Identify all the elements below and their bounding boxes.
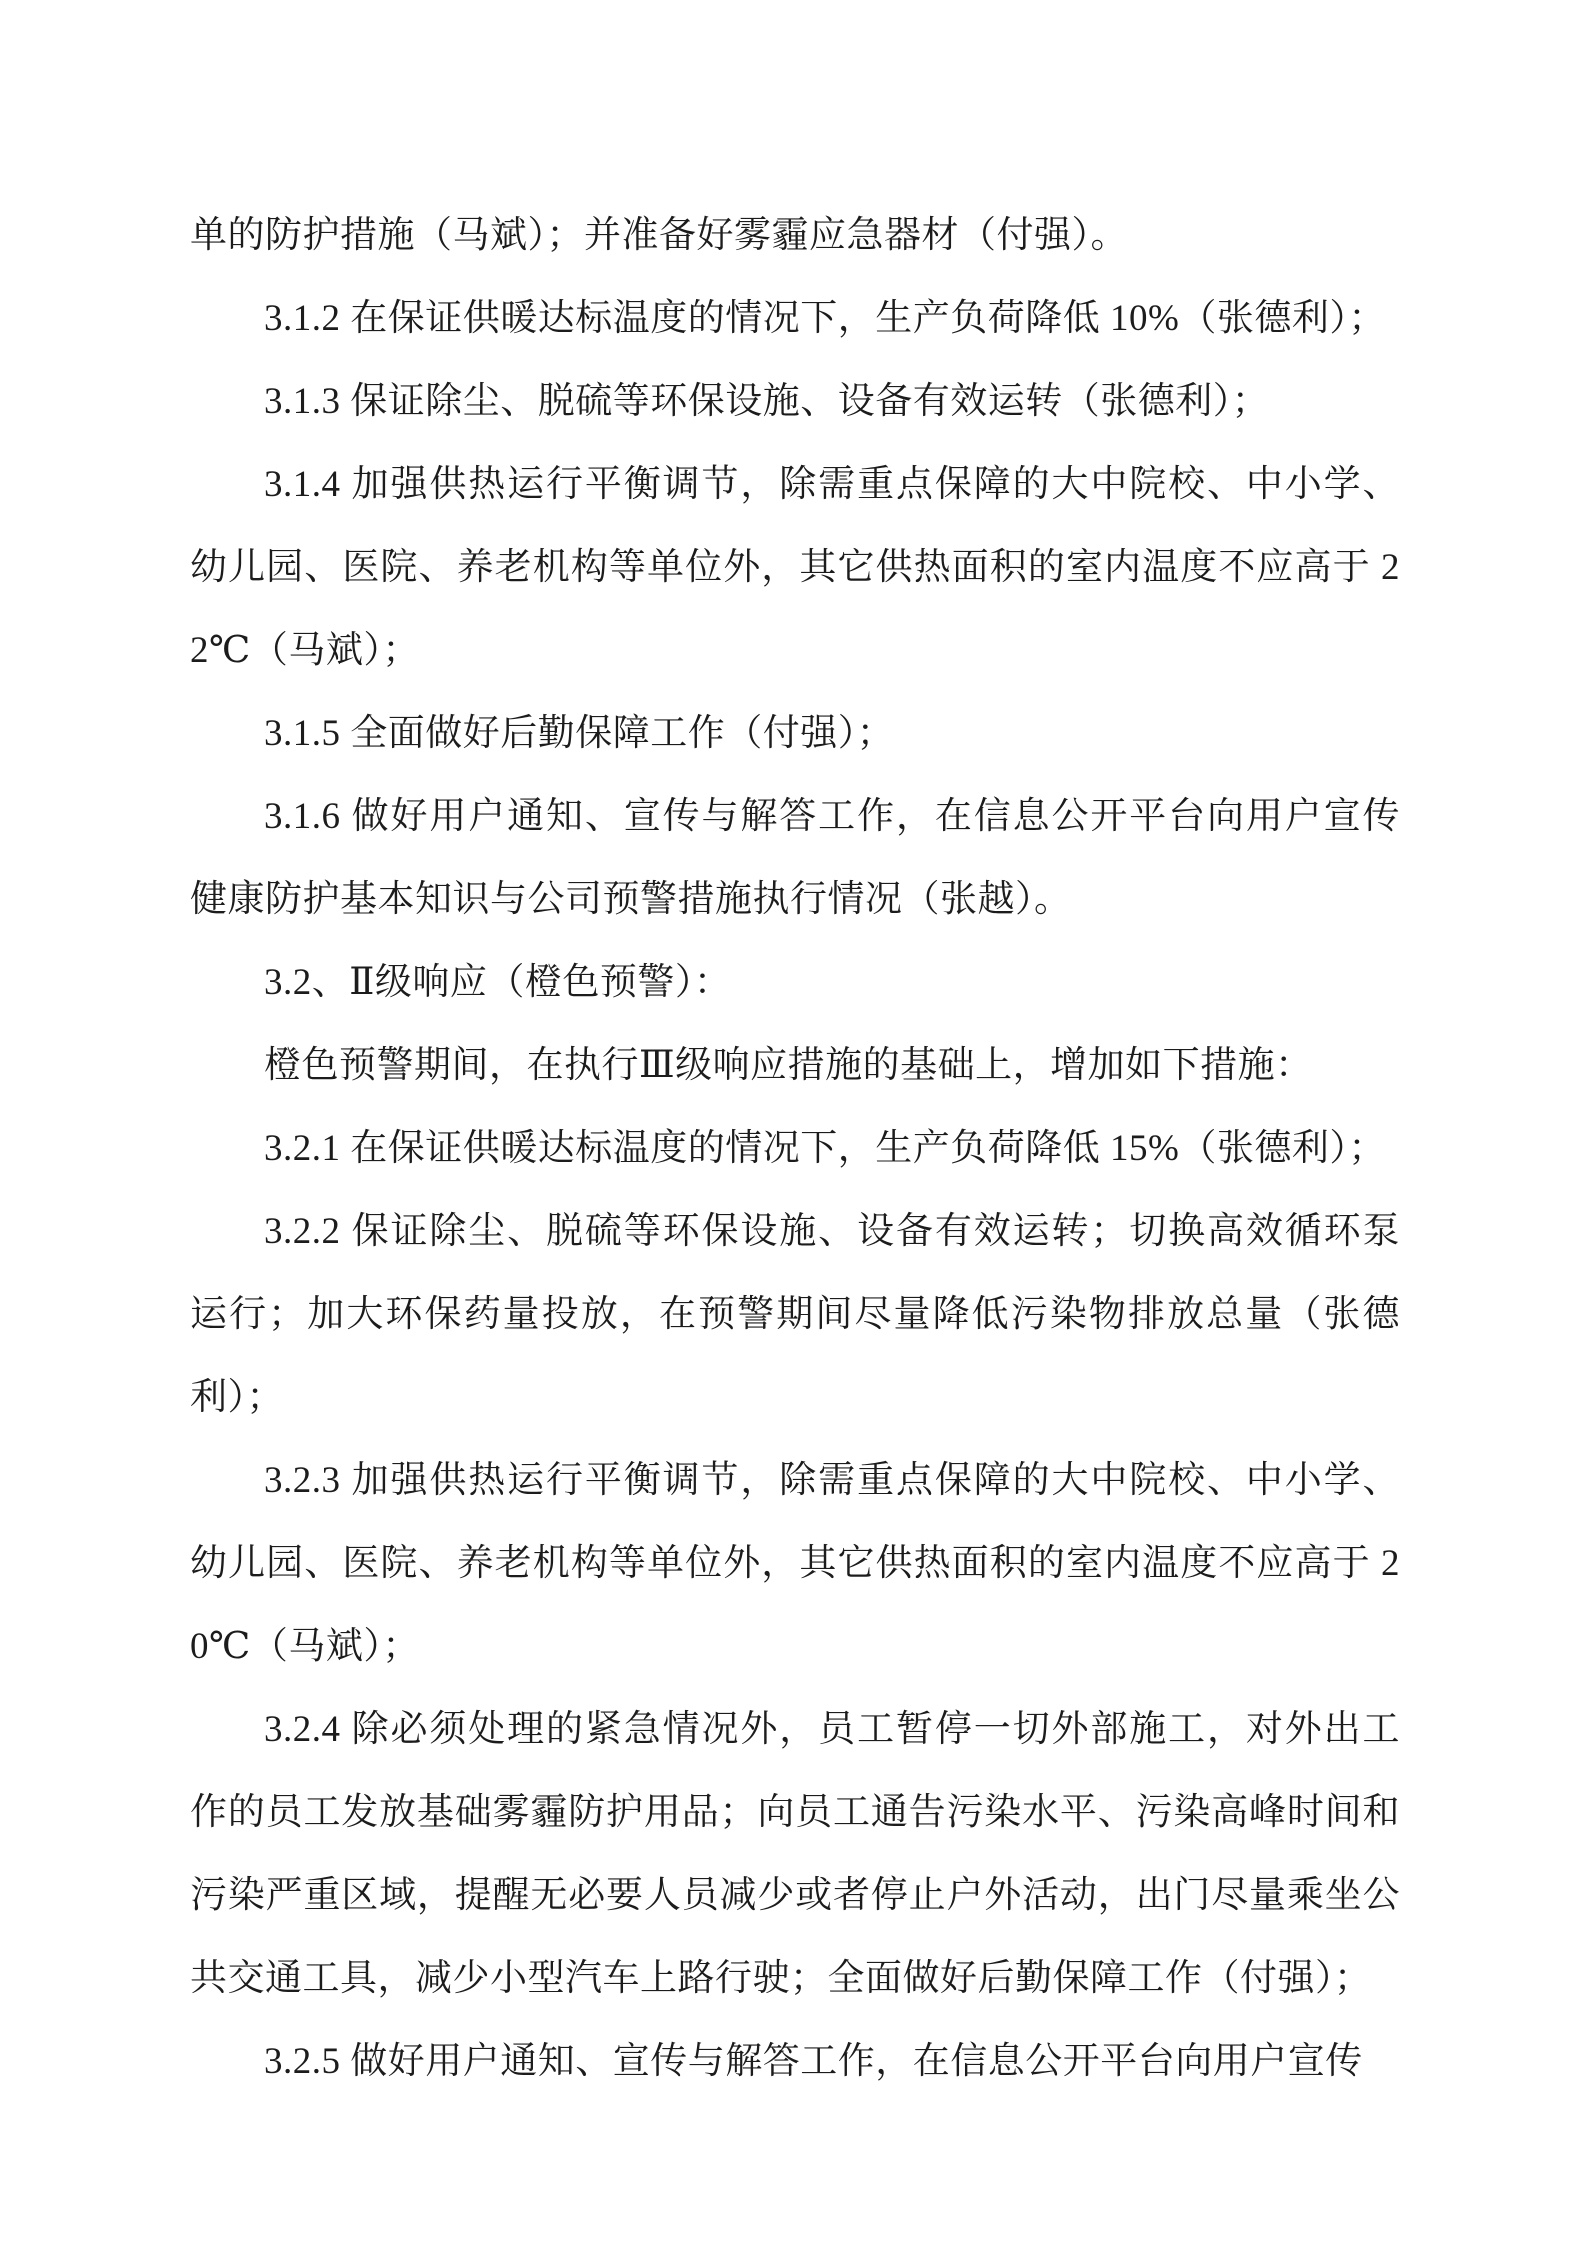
- paragraph: 3.1.6 做好用户通知、宣传与解答工作，在信息公开平台向用户宣传健康防护基本知识与公司预警措施执行情况（张越）。: [190, 796, 1400, 920]
- paragraph: 3.1.2 在保证供暖达标温度的情况下，生产负荷降低 10%（张德利）；: [264, 298, 1386, 339]
- paragraph: 3.2、Ⅱ级响应（橙色预警）：: [264, 962, 732, 1003]
- paragraph: 3.2.2 保证除尘、脱硫等环保设施、设备有效运转；切换高效循环泵运行；加大环保药量投放，在预警期间尽量降低污染物排放总量（张德利）；: [190, 1211, 1400, 1418]
- paragraph: 3.1.4 加强供热运行平衡调节，除需重点保障的大中院校、中小学、幼儿园、医院、养老机构等单位外，其它供热面积的室内温度不应高于 22℃（马斌）；: [190, 464, 1400, 671]
- paragraph: 3.2.5 做好用户通知、宣传与解答工作，在信息公开平台向用户宣传: [264, 2041, 1363, 2082]
- paragraph: 3.2.4 除必须处理的紧急情况外，员工暂停一切外部施工，对外出工作的员工发放基础雾霾防护用品；向员工通告污染水平、污染高峰时间和污染严重区域，提醒无必要人员减少或者停止户外活动，出门尽量乘坐公共交通工具，减少小型汽车上路行驶；全面做好后勤保障工作（付强）；: [190, 1709, 1400, 1999]
- paragraph: 3.1.3 保证除尘、脱硫等环保设施、设备有效运转（张德利）；: [264, 381, 1270, 422]
- paragraph: 3.1.5 全面做好后勤保障工作（付强）；: [264, 713, 895, 754]
- paragraph: 3.2.3 加强供热运行平衡调节，除需重点保障的大中院校、中小学、幼儿园、医院、养老机构等单位外，其它供热面积的室内温度不应高于 20℃（马斌）；: [190, 1460, 1400, 1667]
- document-content: [190, 194, 1400, 2103]
- paragraph: 橙色预警期间，在执行Ⅲ级响应措施的基础上，增加如下措施：: [264, 1045, 1313, 1086]
- paragraph: 3.2.1 在保证供暖达标温度的情况下，生产负荷降低 15%（张德利）；: [264, 1128, 1386, 1169]
- paragraph: 单的防护措施（马斌）；并准备好雾霾应急器材（付强）。: [190, 215, 1128, 256]
